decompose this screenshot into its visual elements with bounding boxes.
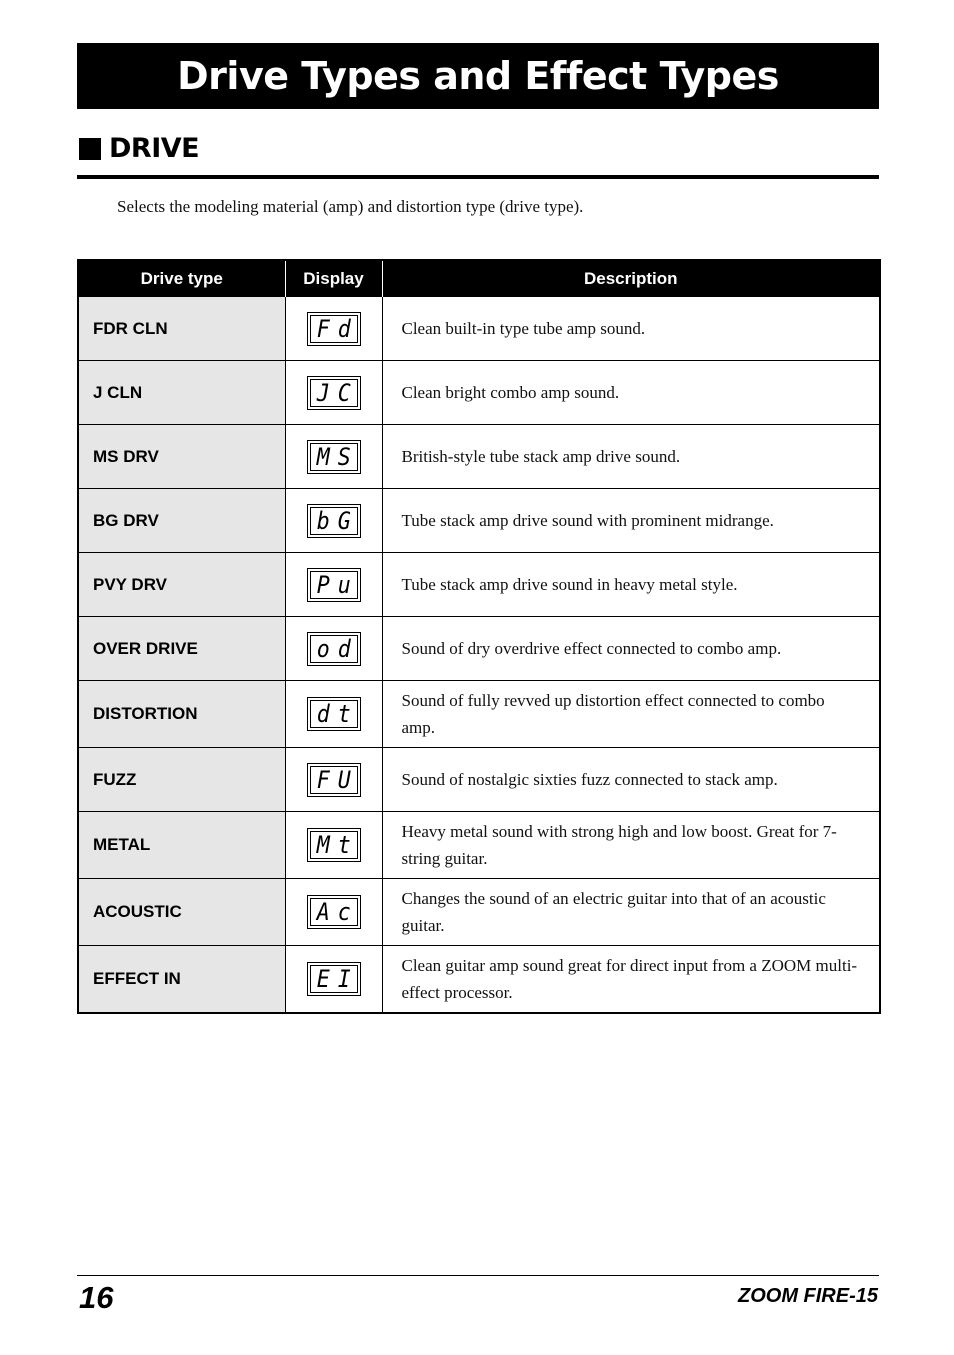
drive-type-name: MS DRV	[78, 425, 285, 489]
section-title: DRIVE	[109, 133, 200, 164]
drive-type-name: METAL	[78, 812, 285, 879]
table-row	[78, 812, 880, 879]
lcd-character: c	[337, 898, 351, 926]
lcd-character: d	[316, 700, 330, 728]
display-cell	[285, 617, 382, 681]
lcd-character: F	[316, 314, 330, 343]
lcd-character: S	[337, 442, 351, 471]
lcd-character: u	[337, 570, 351, 599]
drive-type-description: Clean guitar amp sound great for direct input from a ZOOM multi-effect processor.	[382, 946, 880, 1014]
display-cell	[285, 297, 382, 361]
lcd-display-icon	[307, 697, 361, 731]
display-cell	[285, 748, 382, 812]
table-header-row	[78, 260, 880, 297]
lcd-character: P	[316, 570, 330, 599]
drive-type-description: British-style tube stack amp drive sound.	[382, 425, 880, 489]
lcd-character: U	[337, 765, 351, 794]
column-header-description: Description	[382, 260, 880, 297]
drive-type-description: Changes the sound of an electric guitar into that of an acoustic guitar.	[382, 879, 880, 946]
lcd-display-icon	[307, 440, 361, 474]
display-cell	[285, 361, 382, 425]
page-number: 16	[79, 1280, 114, 1315]
drive-type-description: Heavy metal sound with strong high and low boost. Great for 7-string guitar.	[382, 812, 880, 879]
lcd-display-icon	[307, 763, 361, 797]
lcd-display-icon	[307, 376, 361, 410]
lcd-character: b	[316, 506, 330, 535]
drive-type-description: Tube stack amp drive sound with prominent midrange.	[382, 489, 880, 553]
drive-type-description: Clean bright combo amp sound.	[382, 361, 880, 425]
drive-type-name: PVY DRV	[78, 553, 285, 617]
lcd-display-icon	[307, 504, 361, 538]
lcd-character: I	[337, 965, 351, 993]
display-cell	[285, 553, 382, 617]
display-cell	[285, 946, 382, 1014]
section-heading	[79, 133, 199, 164]
page-title: Drive Types and Effect Types	[177, 54, 779, 98]
table-row	[78, 748, 880, 812]
lcd-display-icon	[307, 828, 361, 862]
display-cell	[285, 812, 382, 879]
lcd-character: o	[316, 634, 330, 663]
drive-type-description: Sound of nostalgic sixties fuzz connected to stack amp.	[382, 748, 880, 812]
lcd-character: M	[316, 831, 330, 859]
lcd-character: F	[316, 765, 330, 794]
table-row	[78, 553, 880, 617]
lcd-character: A	[316, 898, 330, 926]
lcd-character: t	[337, 700, 351, 728]
lcd-character: J	[316, 378, 330, 407]
drive-type-name: OVER DRIVE	[78, 617, 285, 681]
lcd-character: G	[337, 506, 351, 535]
drive-type-name: J CLN	[78, 361, 285, 425]
section-divider	[77, 175, 879, 179]
drive-type-name: BG DRV	[78, 489, 285, 553]
drive-type-name: FDR CLN	[78, 297, 285, 361]
drive-type-name: ACOUSTIC	[78, 879, 285, 946]
table-row	[78, 946, 880, 1014]
table-row	[78, 617, 880, 681]
drive-type-description: Sound of fully revved up distortion effect connected to combo amp.	[382, 681, 880, 748]
drive-type-description: Tube stack amp drive sound in heavy metal style.	[382, 553, 880, 617]
lcd-display-icon	[307, 962, 361, 996]
lcd-character: C	[337, 378, 351, 407]
display-cell	[285, 681, 382, 748]
drive-type-description: Clean built-in type tube amp sound.	[382, 297, 880, 361]
drive-type-table	[77, 259, 881, 1014]
lcd-character: d	[337, 634, 351, 663]
lcd-character: d	[337, 314, 351, 343]
drive-type-name: DISTORTION	[78, 681, 285, 748]
table-row	[78, 681, 880, 748]
table-row	[78, 879, 880, 946]
column-header-drive-type: Drive type	[78, 260, 285, 297]
table-row	[78, 489, 880, 553]
footer-divider	[77, 1275, 879, 1276]
lcd-display-icon	[307, 632, 361, 666]
table-row	[78, 425, 880, 489]
section-square-icon	[79, 138, 101, 160]
product-name: ZOOM FIRE-15	[737, 1285, 878, 1307]
lcd-character: E	[316, 965, 330, 993]
lcd-display-icon	[307, 895, 361, 929]
lcd-display-icon	[307, 568, 361, 602]
table-row	[78, 361, 880, 425]
lcd-display-icon	[307, 312, 361, 346]
intro-text: Selects the modeling material (amp) and distortion type (drive type).	[117, 197, 584, 216]
display-cell	[285, 489, 382, 553]
lcd-character: M	[316, 442, 330, 471]
table-row	[78, 297, 880, 361]
drive-type-name: FUZZ	[78, 748, 285, 812]
drive-type-name: EFFECT IN	[78, 946, 285, 1014]
display-cell	[285, 425, 382, 489]
lcd-character: t	[337, 831, 351, 859]
display-cell	[285, 879, 382, 946]
drive-type-description: Sound of dry overdrive effect connected to combo amp.	[382, 617, 880, 681]
title-bar	[77, 43, 879, 109]
column-header-display: Display	[285, 260, 382, 297]
